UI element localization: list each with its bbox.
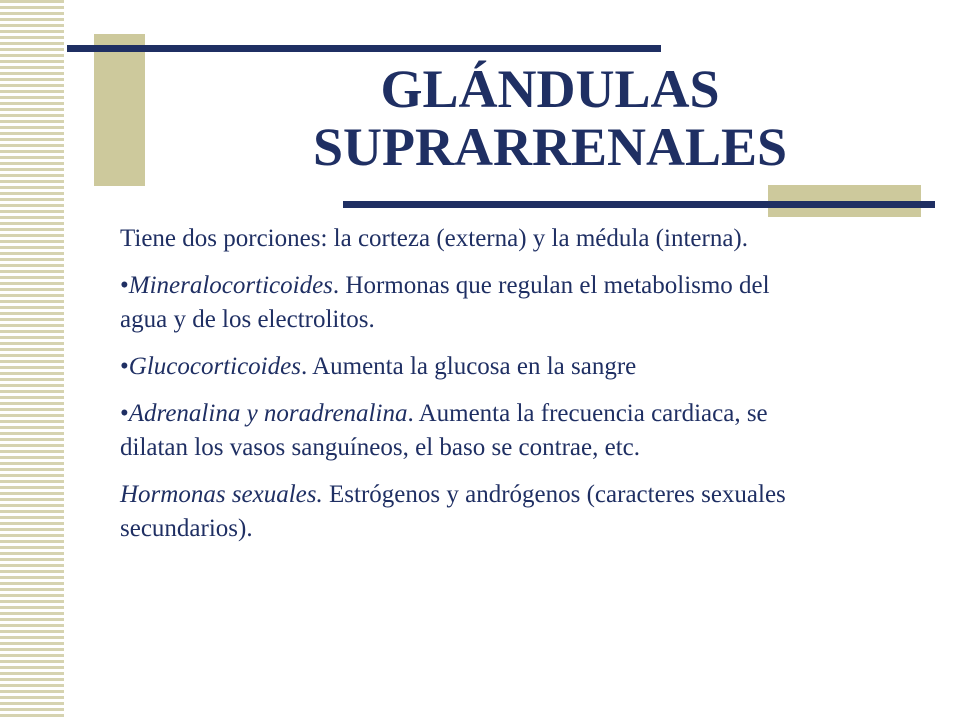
intro-paragraph: Tiene dos porciones: la corteza (externa) y la médula (interna). [120,225,748,252]
item-term: Adrenalina y noradrenalina [128,400,408,427]
item-text: . Aumenta la glucosa en la sangre [300,353,637,380]
slide-title-line-1: GLÁNDULAS [380,59,720,119]
title-rule-bottom [343,201,935,208]
closing-term: Hormonas sexuales. [120,481,323,508]
item-term: Glucocorticoides [128,353,301,380]
decorative-block-left [94,34,145,186]
closing-text: Estrógenos y andrógenos (caracteres sexuales secundarios). [120,481,786,542]
item-term: Mineralocorticoides [128,272,333,299]
bullet: • [120,400,129,427]
slide-body [120,222,820,559]
slide-title [200,60,900,176]
item-text: . Hormonas que regulan el metabolismo del agua y de los electrolitos. [120,272,770,333]
closing-paragraph [120,478,820,546]
list-item [120,350,820,384]
title-rule-top [67,45,661,52]
decorative-stripe-band [0,0,68,720]
slide-title-line-2: SUPRARRENALES [312,117,788,177]
list-item [120,397,820,465]
bullet: • [120,353,129,380]
item-text: . Aumenta la frecuencia cardiaca, se dilatan los vasos sanguíneos, el baso se contrae, etc. [120,400,768,461]
bullet: • [120,272,129,299]
list-item [120,269,820,337]
